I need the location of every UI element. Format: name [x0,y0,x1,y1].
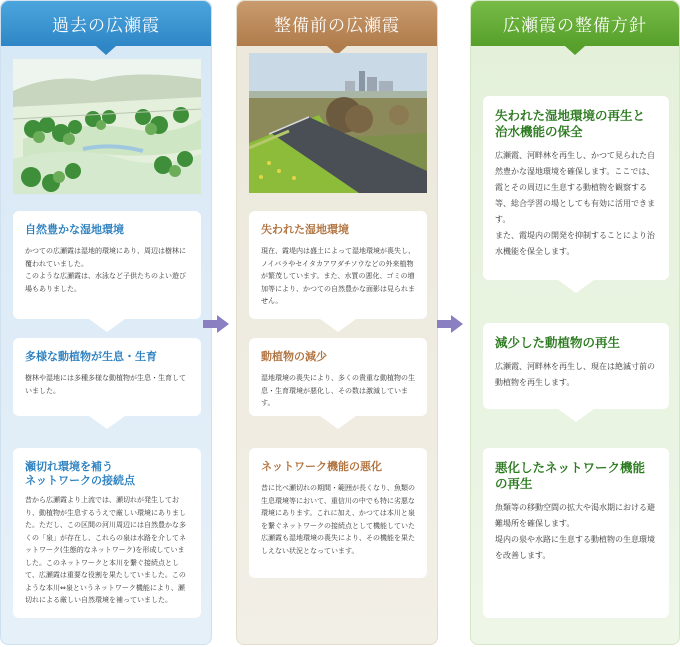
column-past [0,0,212,645]
card-heading: 自然豊かな湿地環境 [25,223,124,236]
card-body: かつての広瀬霞は湿地的環境にあり、周辺は樹林に覆われていました。 このような広瀬霞は、水泳など子供たちのよい遊び場もありました。 [25,247,186,293]
column-header-before: 整備前の広瀬霞 [237,1,437,46]
card-network-deterioration [249,448,427,578]
photo-before-improvement [249,53,427,193]
card-body: 昔に比べ瀬切れの期間・範囲が長くなり、魚類の生息環境等において、重信川の中でも特に劣悪な環境にあります。これに加え、かつては本川と泉を繋ぐネットワークの接続点として機能していた広瀬霞も湿地環境の喪失により、その機能を果たしえない状況となっています。 [261,484,415,555]
card-body: 広瀬霞、河畔林を再生し、かつて見られた自然豊かな湿地環境を確保します。ここでは、霞とその周辺に生息する動植物を観察する等、総合学習の場としても有効に活用できます。 また、霞堤内の開発を抑制することにより治水機能を保全します。 [495,151,655,256]
column-before-improvement [236,0,438,645]
card-lost-wetland [249,211,427,319]
card-heading: ネットワーク機能の悪化 [261,460,382,473]
card-wildlife-restoration [483,323,669,409]
card-heading: 多様な動植物が生息・生育 [25,350,157,363]
card-diverse-wildlife [13,338,201,416]
column-improvement-policy [470,0,680,645]
card-rich-wetland [13,211,201,319]
card-heading: 減少した動植物の再生 [495,335,621,350]
column-header-policy: 広瀬霞の整備方針 [471,1,679,46]
card-body: 現在、霞堤内は盛土によって湿地環境が喪失し、ノイバラやセイタカアワダチソウなどの外来植物が繁茂しています。また、水質の悪化、ゴミの増加等により、かつての自然豊かな面影は見られません。 [261,247,415,305]
card-body: 湿地環境の喪失により、多くの貴重な動植物の生息・生育環境が悪化し、その数は激減しています。 [261,374,415,407]
card-heading: 動植物の減少 [261,350,327,363]
illustration-past-wetland [13,59,201,194]
card-wetland-restoration [483,96,669,280]
card-network-junction [13,448,201,618]
card-wildlife-decrease [249,338,427,416]
column-header-past: 過去の広瀬霞 [1,1,211,46]
card-body: 昔から広瀬霞より上流では、瀬切れが発生しており、動植物が生息するうえで厳しい環境にありました。ただし、この区間の河川周辺には自然豊かな多くの「泉」が存在し、これらの泉は水路を介してネットワーク(生態的なネットワーク)を形成していました。このネットワークと本川を繋ぐ接続点として、広瀬霞は重要な役割を果たしていました。このような本川⇔泉というネットワーク機能により、瀬切れによる厳しい自然環境を補っていました。 [25,496,186,604]
card-heading: 悪化したネットワーク機能 の再生 [495,460,646,491]
card-network-restoration [483,448,669,618]
card-heading: 失われた湿地環境 [261,223,349,236]
card-body: 樹林や湿地には多種多様な動植物が生息・生育していました。 [25,374,186,395]
card-heading: 瀬切れ環境を補う ネットワークの接続点 [25,460,135,487]
card-body: 広瀬霞、河畔林を再生し、現在は絶滅寸前の動植物を再生します。 [495,362,655,387]
card-body: 魚類等の移動空間の拡大や渇水期における避難場所を確保します。 堤内の泉や水路に生息する動植物の生息環境を改善します。 [495,503,655,560]
card-heading: 失われた湿地環境の再生と 治水機能の保全 [495,108,646,139]
